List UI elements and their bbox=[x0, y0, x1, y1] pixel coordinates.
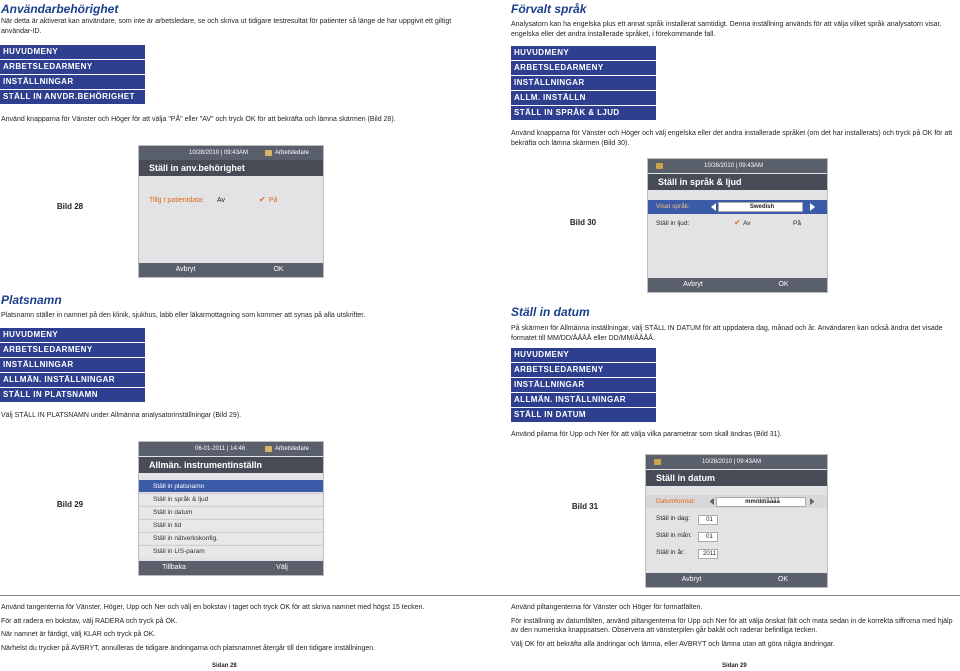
ok-button[interactable]: OK bbox=[778, 281, 789, 288]
language-instruction: Använd knapparna för Vänster och Höger och välj engelska eller det andra installerade språket (om det har installerats) och tryck på OK för att bekräfta och lämna skärmen (Bild 30). bbox=[511, 130, 953, 147]
screen-datetime: 10/28/2010 | 09:43AM bbox=[702, 459, 761, 465]
year-input[interactable]: 2011 bbox=[698, 549, 718, 559]
figure-label: Bild 29 bbox=[56, 500, 84, 509]
menu-path-item: HUVUDMENY bbox=[511, 348, 656, 362]
select-site-name-paragraph: Välj STÄLL IN PLATSNAMN under Allmänna analysatorinställningar (Bild 29). bbox=[1, 412, 242, 419]
section-title-set-date: Ställ in datum bbox=[511, 305, 590, 319]
screen-status-bar bbox=[139, 442, 323, 456]
instruction-line: Välj OK för att bekräfta alla ändringar och lämna, eller AVBRYT och lämna utan att göra några ändringar. bbox=[511, 640, 835, 648]
month-label: Ställ in mån: bbox=[656, 532, 692, 539]
site-name-paragraph: Platsnamn ställer in namnet på den klinik, sjukhus, labb eller läkarmottagning som kommer att synas på alla utskrifter. bbox=[1, 312, 366, 319]
screen-status-bar bbox=[646, 455, 827, 469]
menu-path-item: ARBETSLEDARMENY bbox=[0, 343, 145, 357]
user-icon bbox=[265, 446, 272, 452]
screen-title: Allmän. instrumentinställn bbox=[139, 457, 323, 473]
format-label: Datumformat: bbox=[656, 498, 696, 505]
menu-path-item: HUVUDMENY bbox=[0, 45, 145, 59]
menu-path-item: ALLMÄN. INSTÄLLNINGAR bbox=[0, 373, 145, 387]
instruction-line: När namnet är färdigt, välj KLAR och tryck på OK. bbox=[1, 631, 156, 638]
select-button[interactable]: Välj bbox=[276, 564, 288, 571]
device-screen-general-settings bbox=[138, 441, 324, 576]
screen-status-bar bbox=[648, 159, 827, 173]
arrow-left-icon[interactable] bbox=[709, 498, 714, 505]
section-title-user-access: Användarbehörighet bbox=[1, 2, 119, 16]
divider bbox=[0, 595, 960, 596]
menu-path-item: ALLM. INSTÄLLN bbox=[511, 91, 656, 105]
menu-path-language bbox=[511, 46, 656, 121]
menu-path-item: HUVUDMENY bbox=[0, 328, 145, 342]
menu-path-item: STÄLL IN DATUM bbox=[511, 408, 656, 422]
menu-path-item: STÄLL IN PLATSNAMN bbox=[0, 388, 145, 402]
screen-user: Arbetsledare bbox=[275, 150, 310, 156]
menu-path-item: INSTÄLLNINGAR bbox=[511, 378, 656, 392]
list-item[interactable]: Ställ in tid bbox=[139, 519, 324, 531]
figure-label: Bild 28 bbox=[56, 202, 84, 211]
menu-path-item: ALLMÄN. INSTÄLLNINGAR bbox=[511, 393, 656, 407]
instruction-line: Närhelst du trycker på AVBRYT, annulleras de tidigare ändringarna och platsnamnet återgår till den tidigare inställningen. bbox=[1, 644, 376, 652]
option-off[interactable]: Av bbox=[743, 220, 751, 227]
intro-paragraph: När detta är aktiverat kan användare, som inte är arbetsledare, se och skriva ut tidigare testresultat för patienter så länge de har uppgivit ett giltigt användar-ID. bbox=[1, 18, 452, 35]
list-item[interactable]: Ställ in LIS-param bbox=[139, 545, 324, 557]
page-number: Sidan 28 bbox=[212, 663, 237, 669]
menu-path-item: ARBETSLEDARMENY bbox=[0, 60, 145, 74]
access-label: Tillg t patientdata: bbox=[149, 197, 204, 204]
menu-path-item: INSTÄLLNINGAR bbox=[0, 75, 145, 89]
arrow-right-icon[interactable] bbox=[810, 498, 815, 505]
language-value[interactable]: Swedish bbox=[718, 202, 803, 212]
cancel-button[interactable]: Avbryt bbox=[681, 576, 702, 583]
option-on[interactable]: På bbox=[793, 220, 801, 227]
menu-path-item: INSTÄLLNINGAR bbox=[0, 358, 145, 372]
date-instruction: Använd pilarna för Upp och Ner för att välja vilka parametrar som skall ändras (Bild 31). bbox=[511, 431, 782, 438]
screen-button-bar bbox=[648, 278, 827, 292]
option-on[interactable]: På bbox=[269, 197, 278, 204]
month-input[interactable]: 01 bbox=[698, 532, 718, 542]
menu-path-item: STÄLL IN SPRÅK & LJUD bbox=[511, 106, 656, 120]
date-instructions bbox=[511, 603, 956, 649]
cancel-button[interactable]: Avbryt bbox=[175, 266, 196, 273]
figure-label: Bild 30 bbox=[569, 218, 597, 227]
ok-button[interactable]: OK bbox=[273, 266, 284, 273]
page-number: Sidan 29 bbox=[722, 663, 747, 669]
menu-path-site-name bbox=[0, 328, 145, 403]
user-icon bbox=[656, 163, 663, 169]
instruction-paragraph: Använd knapparna för Vänster och Höger för att välja "PÅ" eller "AV" och tryck OK för att bekräfta och lämna skärmen (Bild 28). bbox=[1, 116, 396, 123]
screen-datetime: 10/28/2010 | 09:43AM bbox=[189, 150, 248, 156]
user-icon bbox=[265, 150, 272, 156]
cancel-button[interactable]: Avbryt bbox=[683, 281, 703, 288]
arrow-right-icon[interactable] bbox=[810, 203, 816, 211]
menu-path-item: HUVUDMENY bbox=[511, 46, 656, 60]
device-screen-date bbox=[645, 454, 828, 588]
date-paragraph: På skärmen för Allmänna inställningar, välj STÄLL IN DATUM för att uppdatera dag, månad och år. Användaren kan också ändra det visade formatet till MM/DD/ÅÅÅÅ eller DD/MM/ÅÅÅÅ. bbox=[511, 325, 943, 342]
language-label: Visat språk: bbox=[656, 203, 690, 210]
sound-label: Ställ in ljud: bbox=[656, 220, 690, 227]
device-screen-language bbox=[647, 158, 828, 293]
instruction-line: För att radera en bokstav, välj RADERA och tryck på OK. bbox=[1, 617, 178, 625]
option-off[interactable]: Av bbox=[217, 197, 226, 204]
screen-title: Ställ in språk & ljud bbox=[648, 174, 827, 190]
screen-datetime: 10/28/2010 | 09:43AM bbox=[704, 163, 763, 169]
back-button[interactable]: Tillbaka bbox=[162, 564, 186, 571]
figure-label: Bild 31 bbox=[571, 502, 599, 511]
menu-path-item: ARBETSLEDARMENY bbox=[511, 61, 656, 75]
section-title-default-language: Förvalt språk bbox=[511, 2, 587, 16]
instruction-line: Använd piltangenterna för Vänster och Höger för formatfälten. bbox=[511, 604, 703, 611]
list-item[interactable]: Ställ in språk & ljud bbox=[139, 493, 324, 505]
year-label: Ställ in år: bbox=[656, 549, 685, 556]
format-value[interactable]: mm/dd/åååå bbox=[716, 497, 806, 507]
user-icon bbox=[654, 459, 661, 465]
menu-path-item: STÄLL IN ANVDR.BEHÖRIGHET bbox=[0, 90, 145, 104]
day-label: Ställ in dag: bbox=[656, 515, 690, 522]
screen-button-bar bbox=[646, 573, 827, 587]
list-item[interactable]: Ställ in datum bbox=[139, 506, 324, 518]
screen-button-bar bbox=[139, 263, 323, 277]
section-title-site-name: Platsnamn bbox=[1, 293, 62, 307]
screen-title: Ställ in anv.behörighet bbox=[139, 160, 323, 176]
menu-path-item: ARBETSLEDARMENY bbox=[511, 363, 656, 377]
screen-status-bar bbox=[139, 146, 323, 160]
screen-datetime: 06-01-2011 | 14:46 bbox=[195, 446, 246, 452]
site-name-instructions bbox=[1, 603, 456, 653]
screen-button-bar bbox=[139, 561, 323, 575]
checkmark-icon: ✔ bbox=[259, 195, 266, 204]
menu-path-date bbox=[511, 348, 656, 423]
ok-button[interactable]: OK bbox=[777, 576, 789, 583]
instruction-line: Använd tangenterna för Vänster, Höger, Upp och Ner och välj en bokstav i taget och tryck OK för att skriva namnet med högst 15 tecken. bbox=[1, 604, 425, 611]
device-screen-user-access bbox=[138, 145, 324, 278]
menu-path-user-access bbox=[0, 45, 145, 105]
screen-user: Arbetsledare bbox=[275, 446, 310, 452]
menu-path-item: INSTÄLLNINGAR bbox=[511, 76, 656, 90]
language-paragraph: Analysatorn kan ha engelska plus ett annat språk installerat samtidigt. Denna inställning används för att välja vilket språk analysatorn visar, engelska eller det andra installerade språket, i förekommande fall. bbox=[511, 21, 942, 38]
arrow-left-icon[interactable] bbox=[710, 203, 716, 211]
list-item[interactable]: Ställ in nätverkskonfig. bbox=[139, 532, 324, 544]
checkmark-icon: ✔ bbox=[734, 218, 741, 227]
list-item[interactable]: Ställ in platsnamn bbox=[139, 480, 324, 492]
day-input[interactable]: 01 bbox=[698, 515, 718, 525]
instruction-line: För inställning av datumfälten, använd piltangenterna för Upp och Ner för att välja önskat fält och mata sedan in de korrekta siffrorna med hjälp av den numeriska knappsatsen. Observera att vänsterpilen går bakåt och raderar befintliga tecken. bbox=[511, 617, 953, 634]
screen-title: Ställ in datum bbox=[646, 470, 827, 486]
